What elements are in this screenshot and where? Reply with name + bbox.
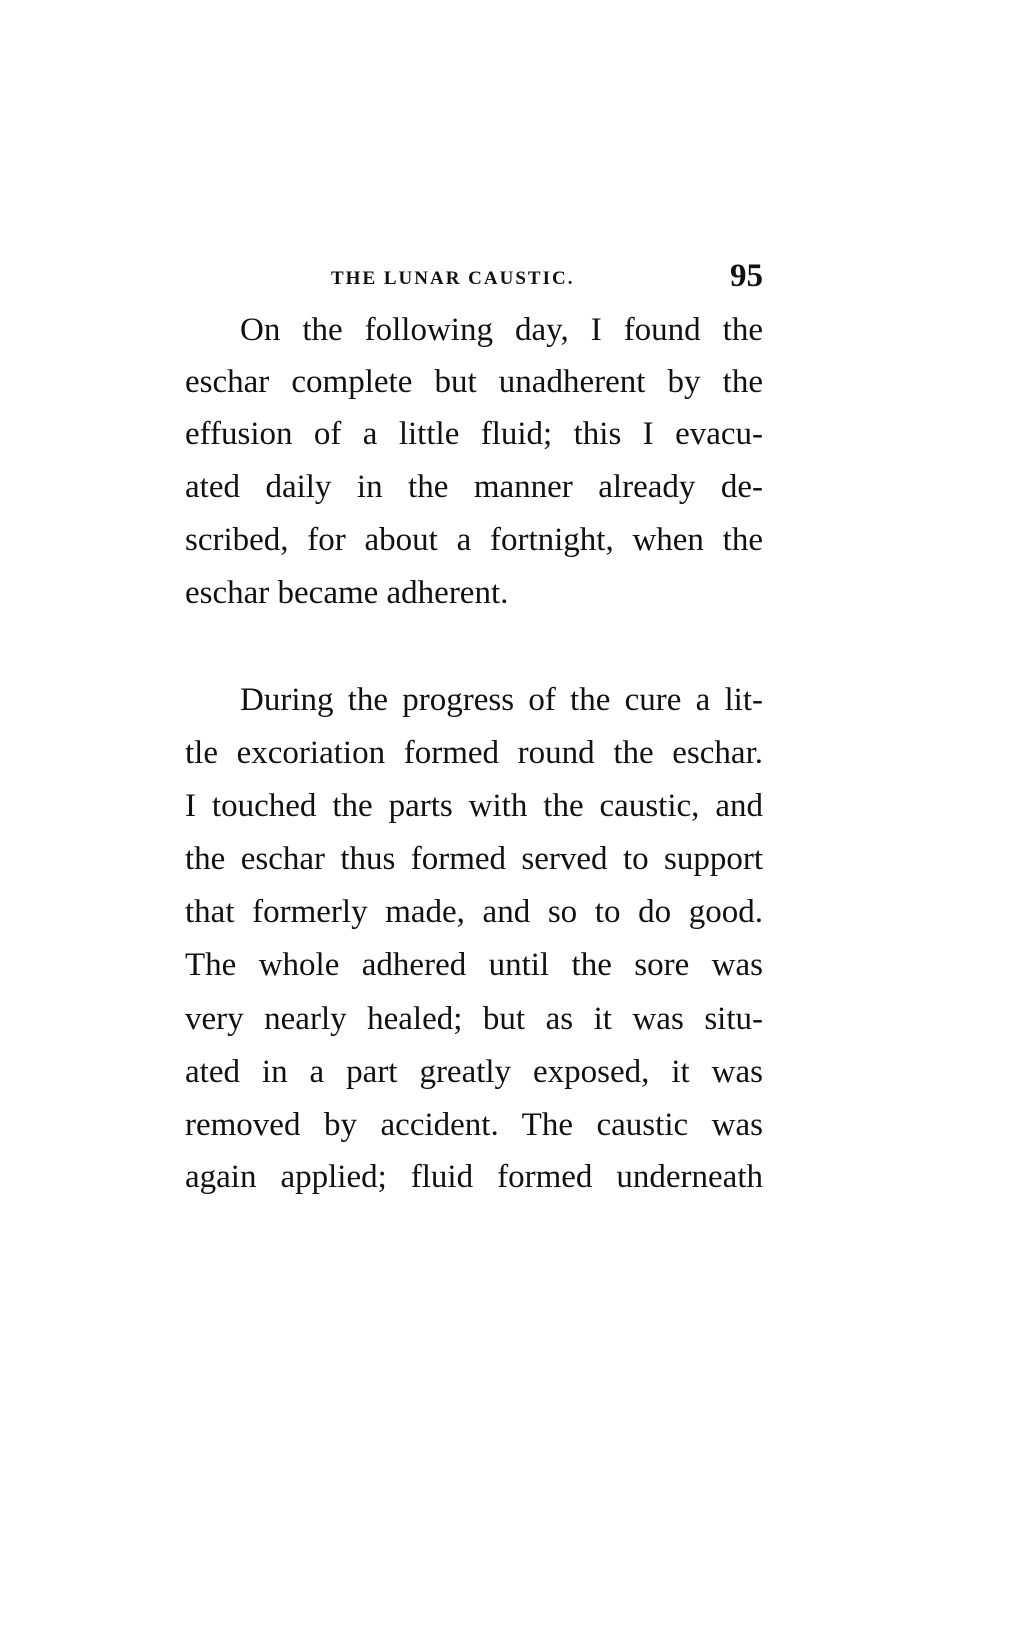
text-line: tle excoriation formed round the eschar.: [185, 735, 763, 771]
text-line: ated daily in the manner already de-: [185, 469, 763, 505]
text-line: On the following day, I found the: [240, 312, 763, 348]
page-number: 95: [730, 258, 763, 294]
text-line: removed by accident. The caustic was: [185, 1107, 763, 1143]
text-line: eschar became adherent.: [185, 575, 509, 611]
text-line: I touched the parts with the caustic, and: [185, 788, 763, 824]
text-line: The whole adhered until the sore was: [185, 947, 763, 983]
text-line: that formerly made, and so to do good.: [185, 894, 763, 930]
text-line: scribed, for about a fortnight, when the: [185, 522, 763, 558]
running-head: [185, 258, 763, 298]
text-line: effusion of a little fluid; this I evacu-: [185, 416, 763, 452]
text-line: the eschar thus formed served to support: [185, 841, 763, 877]
text-line: again applied; fluid formed underneath: [185, 1159, 763, 1195]
text-line: During the progress of the cure a lit-: [240, 682, 763, 718]
running-title: THE LUNAR CAUSTIC.: [331, 268, 575, 289]
text-line: ated in a part greatly exposed, it was: [185, 1054, 763, 1090]
text-line: very nearly healed; but as it was situ-: [185, 1001, 763, 1037]
text-line: eschar complete but unadherent by the: [185, 364, 763, 400]
